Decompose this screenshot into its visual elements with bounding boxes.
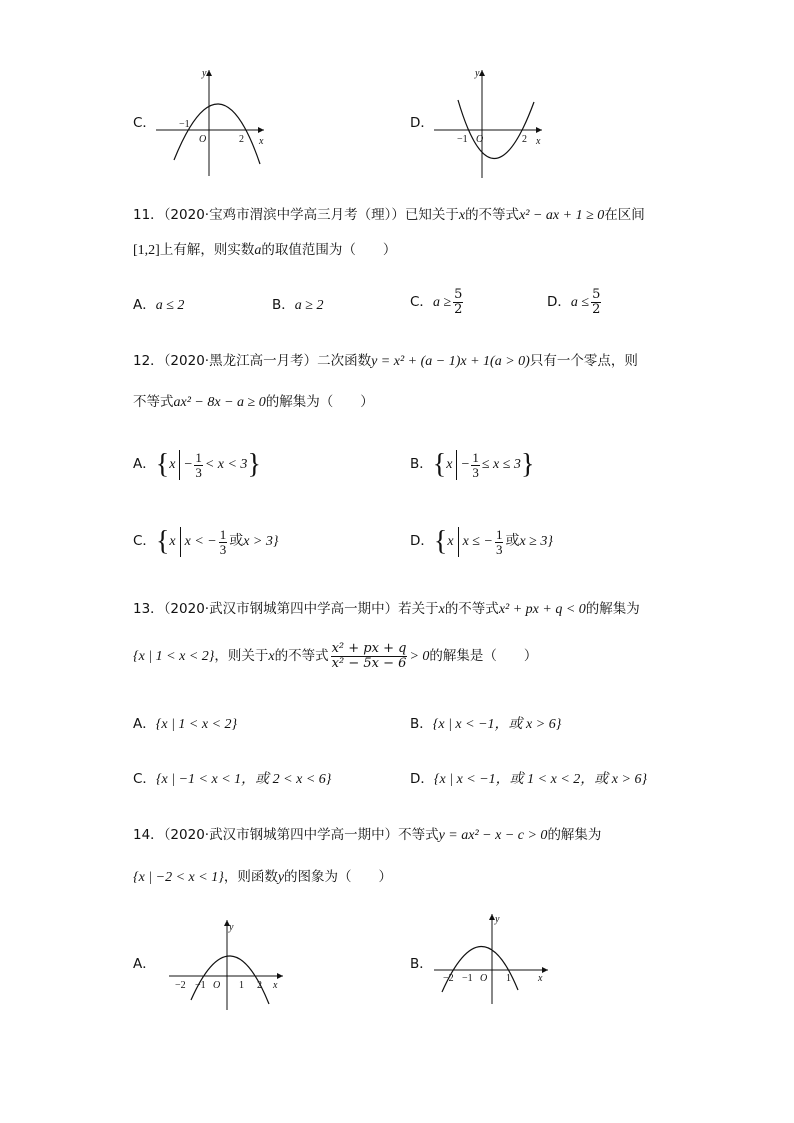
tick-neg2: −2 bbox=[175, 980, 186, 991]
origin-label: O bbox=[480, 973, 488, 984]
y-axis-arrow bbox=[206, 70, 212, 76]
question-source: （2020·黑龙江高一月考） bbox=[163, 353, 318, 369]
question-12-line2: 不等式ax² − 8x − a ≥ 0的解集为（ ） bbox=[133, 394, 374, 410]
parabola-curve bbox=[174, 104, 260, 164]
question-13-line2: {x | 1 < x < 2}，则关于x的不等式 $\frac{\text{x² + px + q}}{\text{x² − 5x − 6}}$ > 0的解集是（ ） bbox=[133, 641, 538, 671]
tick-1: 1 bbox=[239, 980, 244, 991]
x-axis-arrow bbox=[277, 973, 283, 979]
y-axis-label: y bbox=[495, 914, 500, 925]
y-axis-label: y bbox=[202, 68, 207, 79]
inequality: ax² − 8x − a ≥ 0 bbox=[173, 395, 266, 410]
option-c-label: C． bbox=[133, 115, 156, 131]
tick-neg1: −1 bbox=[457, 134, 468, 145]
q14-graph-a bbox=[165, 916, 290, 1012]
q14-graph-b bbox=[430, 910, 555, 1006]
option-d-label: D． bbox=[410, 115, 434, 131]
q13-option-a[interactable]: A．{x | 1 < x < 2} bbox=[133, 716, 238, 732]
origin-label: O bbox=[476, 134, 484, 145]
question-number: 14． bbox=[133, 827, 164, 843]
graph-c bbox=[152, 66, 272, 184]
inequality: y = ax² − x − c > 0 bbox=[438, 828, 548, 843]
tick-2: 2 bbox=[257, 980, 262, 991]
question-source: （2020·宝鸡市渭滨中学高三月考（理）） bbox=[163, 207, 405, 223]
q11-option-c[interactable]: C．a ≥ $\frac{5}{2}$ bbox=[410, 287, 463, 317]
tick-neg1: −1 bbox=[195, 980, 206, 991]
inequality: x² − ax + 1 ≥ 0 bbox=[519, 208, 605, 223]
y-axis-label: y bbox=[475, 68, 480, 79]
q12-option-d[interactable]: D．{x x ≤ − $\frac{1}{3}$ 或x ≥ 3} bbox=[410, 526, 553, 557]
question-source: （2020·武汉市钢城第四中学高一期中） bbox=[163, 827, 399, 843]
q11-option-a[interactable]: A．a ≤ 2 bbox=[133, 297, 185, 313]
function-expr: y = x² + (a − 1)x + 1(a > 0) bbox=[371, 354, 530, 369]
origin-label: O bbox=[213, 980, 221, 991]
x-axis-label: x bbox=[538, 973, 543, 984]
graph-d bbox=[430, 66, 550, 184]
q14-option-a-label: A． bbox=[133, 956, 156, 972]
y-axis-label: y bbox=[229, 922, 234, 933]
x-axis-arrow bbox=[258, 127, 264, 133]
inequality: x² + px + q < 0 bbox=[498, 602, 586, 617]
solution-set: {x | 1 < x < 2} bbox=[133, 649, 215, 664]
q12-option-a[interactable]: A．{x − $\frac{1}{3}$ < x < 3} bbox=[133, 449, 261, 480]
tick-neg2: −2 bbox=[443, 973, 454, 984]
q13-option-b[interactable]: B．{x | x < −1，或 x > 6} bbox=[410, 716, 562, 732]
question-source: （2020·武汉市钢城第四中学高一期中） bbox=[163, 601, 399, 617]
question-11-line1: 11．（2020·宝鸡市渭滨中学高三月考（理））已知关于x的不等式x² − ax + 1 ≥ 0在区间 bbox=[133, 207, 645, 223]
q11-option-d[interactable]: D．a ≤ $\frac{5}{2}$ bbox=[547, 287, 601, 317]
parabola-curve bbox=[442, 946, 518, 992]
q12-option-c[interactable]: C．{x x < − $\frac{1}{3}$ 或x > 3} bbox=[133, 526, 279, 557]
x-axis-arrow bbox=[542, 967, 548, 973]
x-axis-label: x bbox=[273, 980, 278, 991]
question-14-line1: 14．（2020·武汉市钢城第四中学高一期中）不等式y = ax² − x − c > 0的解集为 bbox=[133, 827, 602, 843]
question-12-line1: 12．（2020·黑龙江高一月考）二次函数y = x² + (a − 1)x + 1(a > 0)只有一个零点，则 bbox=[133, 353, 638, 369]
q13-option-c[interactable]: C．{x | −1 < x < 1，或 2 < x < 6} bbox=[133, 771, 332, 787]
q13-option-d[interactable]: D．{x | x < −1，或 1 < x < 2，或 x > 6} bbox=[410, 771, 648, 787]
question-11-line2: [1,2]上有解，则实数a的取值范围为（ ） bbox=[133, 242, 397, 258]
tick-1: 1 bbox=[506, 973, 511, 984]
tick-neg1: −1 bbox=[179, 119, 190, 130]
question-number: 13． bbox=[133, 601, 164, 617]
question-14-line2: {x | −2 < x < 1}，则函数y的图象为（ ） bbox=[133, 869, 393, 885]
y-axis-arrow bbox=[479, 70, 485, 76]
q12-option-b[interactable]: B．{x − $\frac{1}{3}$ ≤ x ≤ 3} bbox=[410, 449, 535, 480]
x-axis-label: x bbox=[536, 136, 541, 147]
x-axis-label: x bbox=[259, 136, 264, 147]
question-number: 11． bbox=[133, 207, 164, 223]
origin-label: O bbox=[199, 134, 207, 145]
solution-set: {x | −2 < x < 1} bbox=[133, 870, 224, 885]
x-axis-arrow bbox=[536, 127, 542, 133]
parabola-curve bbox=[458, 100, 534, 159]
question-13-line1: 13．（2020·武汉市钢城第四中学高一期中）若关于x的不等式x² + px + q < 0的解集为 bbox=[133, 601, 640, 617]
tick-2: 2 bbox=[522, 134, 527, 145]
tick-2: 2 bbox=[239, 134, 244, 145]
q11-option-b[interactable]: B．a ≥ 2 bbox=[272, 297, 324, 313]
tick-neg1: −1 bbox=[462, 973, 473, 984]
question-number: 12． bbox=[133, 353, 164, 369]
q14-option-b-label: B． bbox=[410, 956, 433, 972]
